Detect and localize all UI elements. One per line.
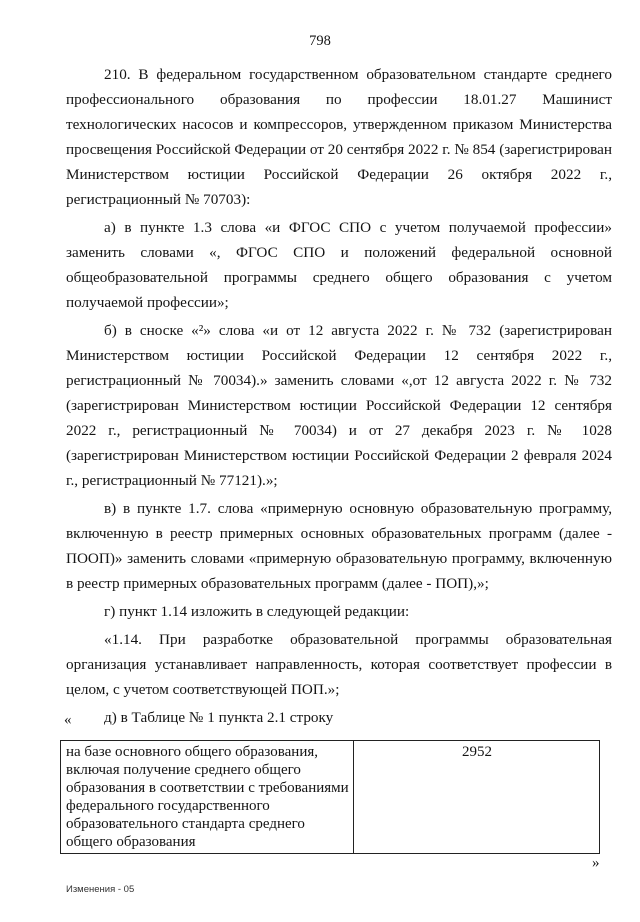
document-body xyxy=(66,62,612,730)
quote-open-mark: « xyxy=(64,712,72,728)
paragraph-d: д) в Таблице № 1 пункта 2.1 строку xyxy=(104,709,334,726)
table-cell-description: на базе основного общего образования, включая получение среднего общего образования в соответствии с требованиями федерального государственного образовательного стандарта среднего общего образования xyxy=(61,741,354,854)
quote-close-mark: » xyxy=(592,855,600,871)
table-cell-value: 2952 xyxy=(354,741,600,854)
table-row xyxy=(61,741,600,854)
paragraph-a: а) в пункте 1.3 слова «и ФГОС СПО с учетом получаемой профессии» заменить словами «, ФГОС СПО и положений федеральной основной общеобразовательной программы среднего общего образования с учетом получаемой профессии»; xyxy=(66,219,612,311)
paragraph-210: 210. В федеральном государственном образовательном стандарте среднего профессионального образования по профессии 18.01.27 Машинист технологических насосов и компрессоров, утвержденном приказом Министерства просвещения Российской Федерации от 20 сентября 2022 г. № 854 (зарегистрирован Министерством юстиции Российской Федерации 26 октября 2022 г., регистрационный № 70703): xyxy=(66,66,612,208)
paragraph-g: г) пункт 1.14 изложить в следующей редакции: xyxy=(104,603,410,620)
paragraph-v: в) в пункте 1.7. слова «примерную основную образовательную программу, включенную в реестр примерных основных образовательных программ (далее - ПООП)» заменить словами «примерную образовательную программу, включенную в реестр примерных образовательных программ (далее - ПОП),»; xyxy=(66,500,612,592)
page-number: 798 xyxy=(309,33,331,49)
footer-note: Изменения - 05 xyxy=(66,884,135,895)
table-row-fragment xyxy=(60,740,600,854)
paragraph-1-14: «1.14. При разработке образовательной программы образовательная организация устанавливает направленность, которая соответствует профессии в целом, с учетом соответствующей ПОП.»; xyxy=(66,631,612,698)
paragraph-b: б) в сноске «²» слова «и от 12 августа 2022 г. № 732 (зарегистрирован Министерством юстиции Российской Федерации 12 сентября 2022 г., регистрационный № 70034).» заменить словами «,от 12 августа 2022 г. № 732 (зарегистрирован Министерством юстиции Российской Федерации 12 сентября 2022 г., регистрационный № 70034) и от 27 декабря 2023 г. № 1028 (зарегистрирован Министерством юстиции Российской Федерации 2 февраля 2024 г., регистрационный № 77121).»; xyxy=(66,322,612,489)
